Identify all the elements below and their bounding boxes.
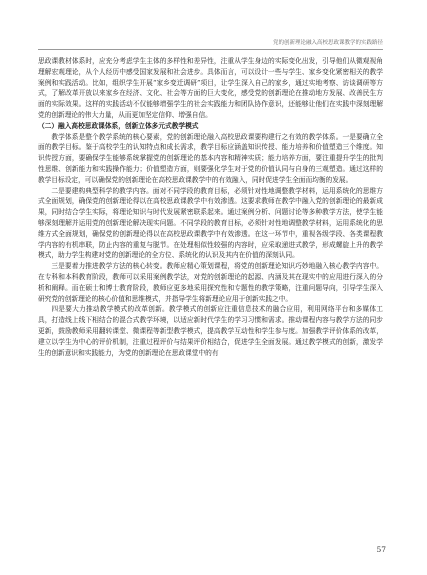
- section-heading: （二）融入高校思政课体系，创新立体多元式教学模式: [38, 121, 199, 130]
- article-body: [38, 56, 383, 358]
- header-rule: [38, 49, 383, 50]
- paragraph: 四是要大力推动教学模式的改革创新。教学模式的创新应注重信息技术的融合应用，利用网络平台和多媒体工具，打造线上线下相结合的混合式教学环境，以适应新时代学生的学习习惯和需求。推动课程内容与教学方法的同步更新，鼓励教师采用翻转课堂、微课程等新型教学模式，提高教学互动性和学生参与度。加强教学评价体系的改革，建立以学生为中心的评价机制，注重过程评价与结果评价相结合，促进学生全面发展。通过教学模式的创新，激发学生的创新意识和实践能力，为党的创新理论在思政课堂中的有: [38, 305, 383, 357]
- paragraph: 二是要建构典型科学的教学内容。面对不同学段的教育目标，必须针对性地调整教学材料，运用系统化的思维方式全面规划，确保党的创新理论得以在高校思政课教学中有效渗透。这要求教师在教学中融入党的创新理论的最新成果，同时结合学生实际，将理论知识与时代发展紧密联系起来。通过案例分析、问题讨论等多种教学方法，使学生能够深刻理解并运用党的创新理论解决现实问题。不同学段的教育目标，必须针对性地调整教学材料，运用系统化的思维方式全面规划，确保党的创新理论得以在高校思政课教学中有效渗透。在这一环节中，重视各级学段、各类课程教学内容的有机串联，防止内容的重复与脱节。在处理相似性较强的内容时，应采取递进式教学，形成螺旋上升的教学模式，助力学生构建对党的创新理论的全方位、系统化的认识及其内在价值的深刻认同。: [38, 186, 383, 260]
- paragraph: 三是要着力推进教学方法的核心转变。教师应精心策划课程，将党的创新理论知识巧妙地融入核心教学内容中。在专科和本科教育阶段，教师可以采用案例教学法，对党的创新理论的起源、内涵及其在现实中的应用进行深入的分析和阐释。而在硕士和博士教育阶段，教师应更多地采用探究性和专题性的教学策略，注重问题导向，引导学生深入研究党的创新理论的核心价值和思维模式，并指导学生将新理论应用于创新实践之中。: [38, 262, 383, 303]
- page-number: 57: [376, 545, 386, 554]
- paragraph: 思政课教材体系时，应充分考虑学生主体的多样性和差异性，注重从学生身边的实际变化出发，引导他们从微观视角理解宏观理论，从个人经历中感受国家发展和社会进步。具体而言，可以设计一些与学生、家乡变化紧密相关的教学案例和实践活动。比如，组织学生开展“家乡变迁调研”项目，让学生深入自己的家乡，通过实地考察、访谈调研等方式，了解改革开放以来家乡在经济、文化、社会等方面的巨大变化，感受党的创新理论在推动地方发展、改善民生方面的实际效果。这样的实践活动不仅能够增强学生的社会实践能力和团队协作意识，还能够让他们在实践中深刻理解党的创新理论的伟大力量，从而更加坚定信仰、增强自信。: [38, 57, 383, 119]
- paragraph: 教学体系是整个教学系统的核心要素，党的创新理论融入高校思政课要构建行之有效的教学体系。一是要确立全面的教学目标。鉴于高校学生的认知特点和成长需求，教学目标应涵盖知识传授、能力培养和价值塑造三个维度。知识传授方面，要确保学生能够系统掌握党的创新理论的基本内容和精神实质；能力培养方面，要注重提升学生的批判性思维、创新能力和实践操作能力；价值塑造方面，则要强化学生对于党的价值认同与自身的三观塑造。通过这样的教学目标设定，可以确保党的创新理论在高校思政课教学中的有效融入，同时促进学生全面而均衡的发展。: [38, 132, 383, 184]
- running-header: 党的创新理论融入高校思政课教学的实践路径: [272, 40, 383, 46]
